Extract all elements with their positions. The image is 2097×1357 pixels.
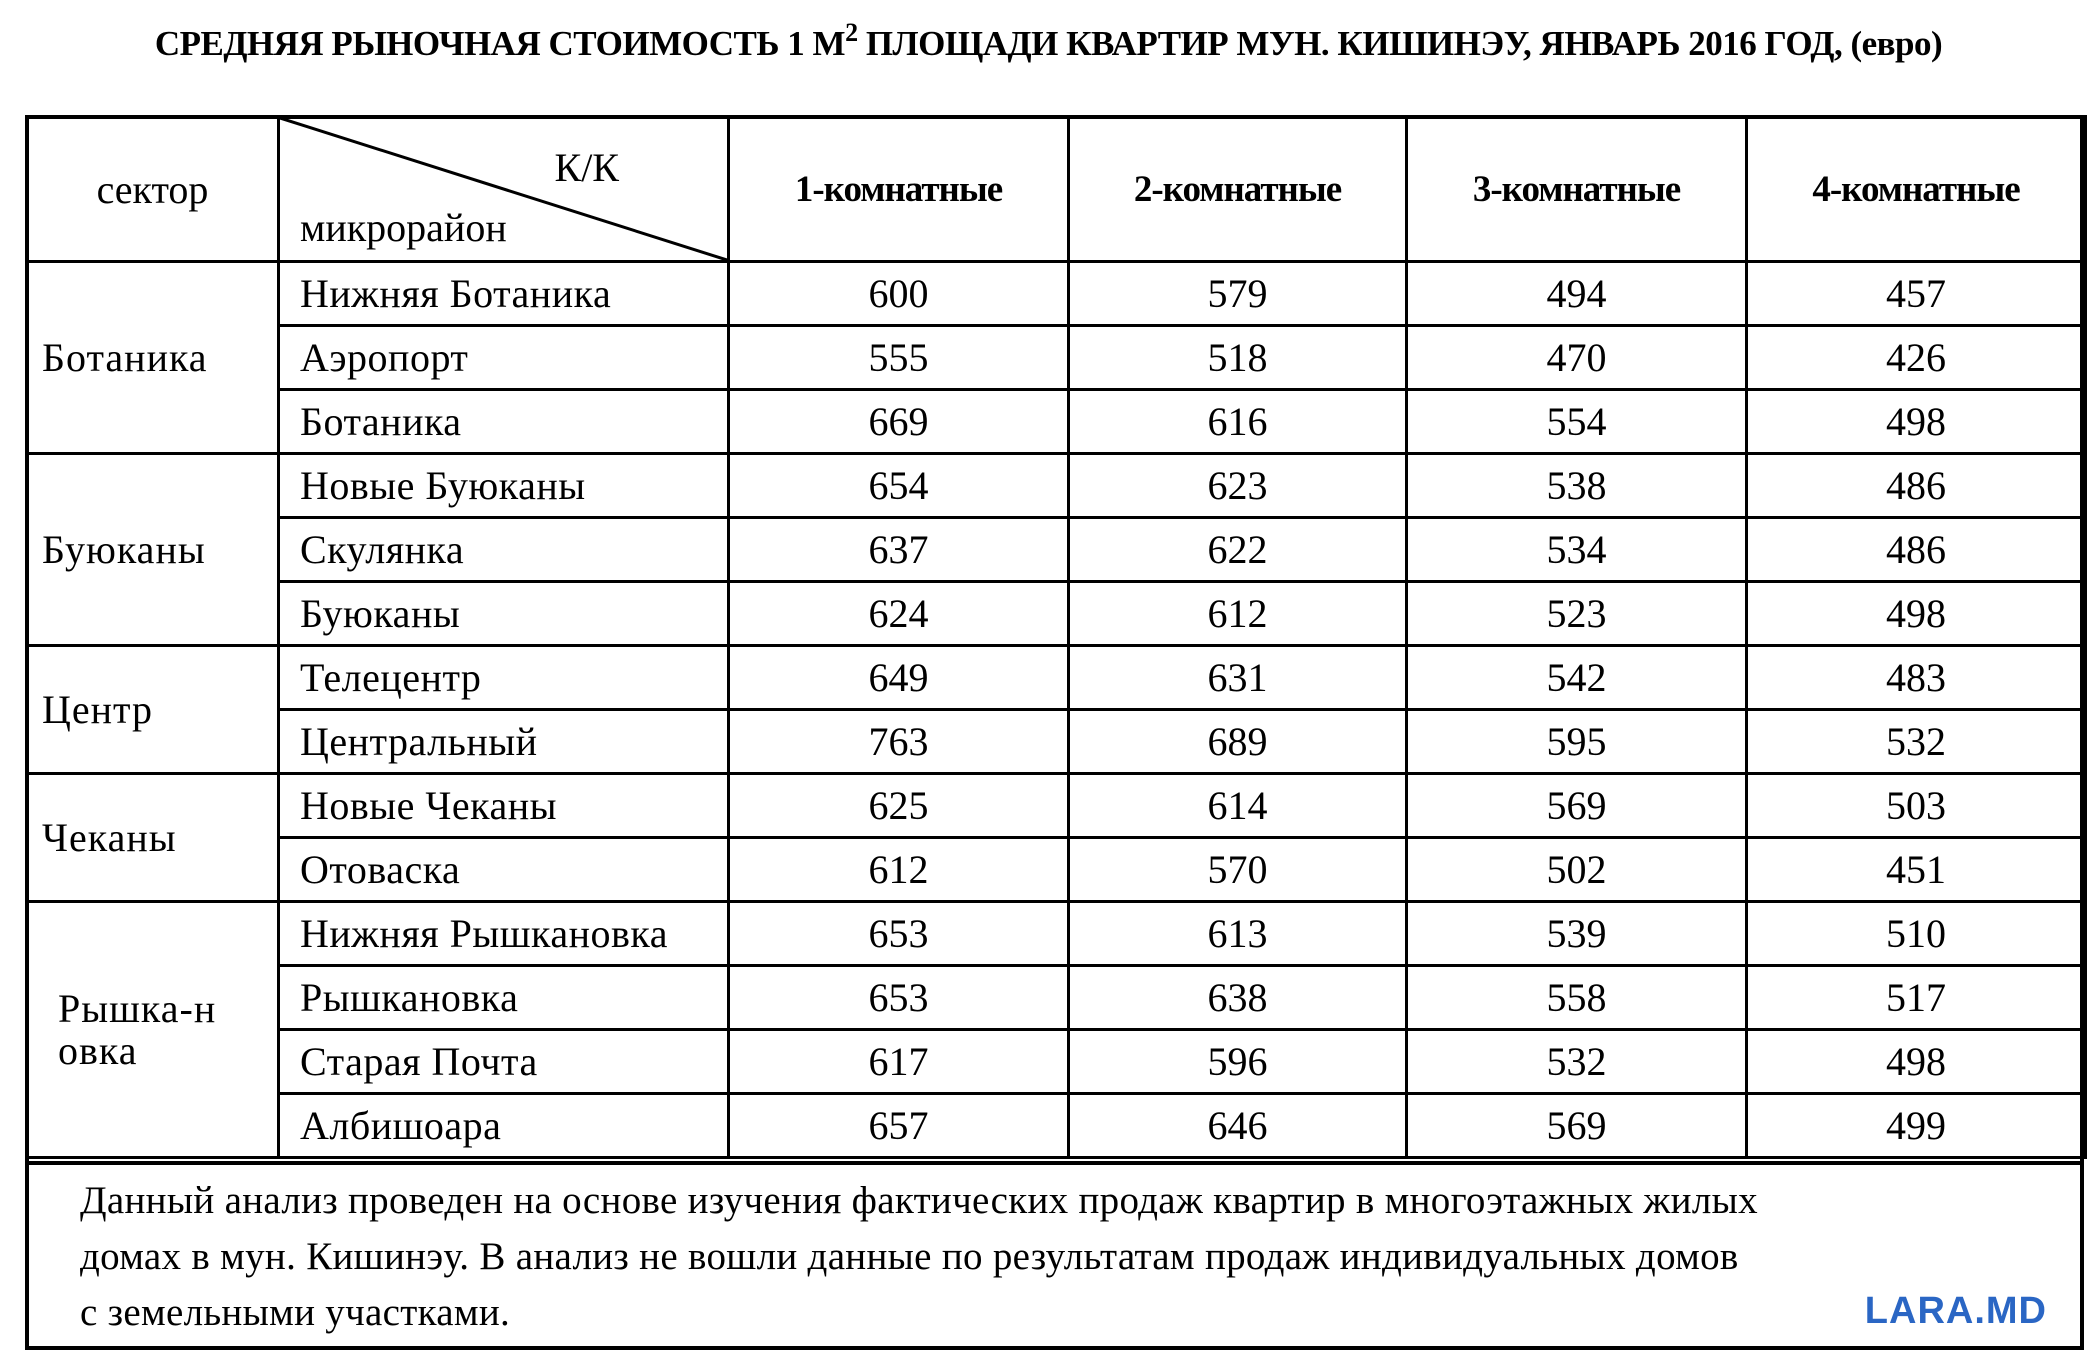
district-cell: Нижняя Рышкановка bbox=[279, 902, 729, 966]
price-cell: 498 bbox=[1747, 582, 2086, 646]
district-cell: Скулянка bbox=[279, 518, 729, 582]
sector-cell: Буюканы bbox=[27, 454, 279, 646]
price-cell: 623 bbox=[1069, 454, 1407, 518]
district-cell: Старая Почта bbox=[279, 1030, 729, 1094]
price-cell: 483 bbox=[1747, 646, 2086, 710]
district-cell: Рышкановка bbox=[279, 966, 729, 1030]
sector-header: сектор bbox=[27, 117, 279, 262]
price-cell: 499 bbox=[1747, 1094, 2086, 1158]
district-cell: Отоваска bbox=[279, 838, 729, 902]
column-header-4-room: 4-комнатные bbox=[1747, 117, 2086, 262]
microdistrict-label: микрорайон bbox=[300, 205, 507, 250]
price-cell: 596 bbox=[1069, 1030, 1407, 1094]
price-cell: 517 bbox=[1747, 966, 2086, 1030]
price-cell: 570 bbox=[1069, 838, 1407, 902]
title-prefix: СРЕДНЯЯ РЫНОЧНАЯ СТОИМОСТЬ 1 М bbox=[154, 24, 846, 63]
district-cell: Аэропорт bbox=[279, 326, 729, 390]
price-cell: 498 bbox=[1747, 1030, 2086, 1094]
price-cell: 558 bbox=[1407, 966, 1747, 1030]
column-header-1-room: 1-комнатные bbox=[729, 117, 1069, 262]
page-title bbox=[0, 18, 2097, 64]
district-cell: Ботаника bbox=[279, 390, 729, 454]
price-cell: 569 bbox=[1407, 1094, 1747, 1158]
price-cell: 532 bbox=[1747, 710, 2086, 774]
price-cell: 653 bbox=[729, 902, 1069, 966]
price-cell: 612 bbox=[1069, 582, 1407, 646]
sector-label: Рышка-новка bbox=[58, 985, 217, 1073]
price-cell: 654 bbox=[729, 454, 1069, 518]
district-cell: Албишоара bbox=[279, 1094, 729, 1158]
price-cell: 631 bbox=[1069, 646, 1407, 710]
price-cell: 503 bbox=[1747, 774, 2086, 838]
price-cell: 470 bbox=[1407, 326, 1747, 390]
price-cell: 538 bbox=[1407, 454, 1747, 518]
price-cell: 539 bbox=[1407, 902, 1747, 966]
price-cell: 569 bbox=[1407, 774, 1747, 838]
price-cell: 502 bbox=[1407, 838, 1747, 902]
price-cell: 612 bbox=[729, 838, 1069, 902]
district-cell: Буюканы bbox=[279, 582, 729, 646]
column-header-2-room: 2-комнатные bbox=[1069, 117, 1407, 262]
district-cell: Нижняя Ботаника bbox=[279, 262, 729, 326]
price-cell: 653 bbox=[729, 966, 1069, 1030]
district-cell: Телецентр bbox=[279, 646, 729, 710]
price-cell: 637 bbox=[729, 518, 1069, 582]
price-cell: 763 bbox=[729, 710, 1069, 774]
price-cell: 613 bbox=[1069, 902, 1407, 966]
price-cell: 617 bbox=[729, 1030, 1069, 1094]
price-cell: 624 bbox=[729, 582, 1069, 646]
price-cell: 669 bbox=[729, 390, 1069, 454]
price-cell: 614 bbox=[1069, 774, 1407, 838]
price-cell: 600 bbox=[729, 262, 1069, 326]
district-cell: Новые Чеканы bbox=[279, 774, 729, 838]
price-cell: 689 bbox=[1069, 710, 1407, 774]
title-suffix: ПЛОЩАДИ КВАРТИР МУН. КИШИНЭУ, ЯНВАРЬ 2016 ГОД, (евро) bbox=[857, 24, 1943, 63]
price-cell: 523 bbox=[1407, 582, 1747, 646]
price-cell: 486 bbox=[1747, 518, 2086, 582]
district-cell: Центральный bbox=[279, 710, 729, 774]
column-header-3-room: 3-комнатные bbox=[1407, 117, 1747, 262]
price-cell: 625 bbox=[729, 774, 1069, 838]
price-cell: 498 bbox=[1747, 390, 2086, 454]
price-cell: 595 bbox=[1407, 710, 1747, 774]
price-cell: 486 bbox=[1747, 454, 2086, 518]
price-cell: 622 bbox=[1069, 518, 1407, 582]
price-cell: 638 bbox=[1069, 966, 1407, 1030]
price-cell: 555 bbox=[729, 326, 1069, 390]
price-cell: 532 bbox=[1407, 1030, 1747, 1094]
price-cell: 616 bbox=[1069, 390, 1407, 454]
price-cell: 646 bbox=[1069, 1094, 1407, 1158]
price-cell: 494 bbox=[1407, 262, 1747, 326]
price-cell: 542 bbox=[1407, 646, 1747, 710]
price-cell: 534 bbox=[1407, 518, 1747, 582]
sector-cell: Чеканы bbox=[27, 774, 279, 902]
price-cell: 649 bbox=[729, 646, 1069, 710]
sector-cell: Ботаника bbox=[27, 262, 279, 454]
price-cell: 657 bbox=[729, 1094, 1069, 1158]
note-line-2: домах в мун. Кишинэу. В анализ не вошли данные по результатам продаж индивидуальных домов bbox=[80, 1235, 1739, 1278]
price-cell: 554 bbox=[1407, 390, 1747, 454]
price-cell: 451 bbox=[1747, 838, 2086, 902]
sector-cell: Центр bbox=[27, 646, 279, 774]
title-superscript: 2 bbox=[845, 18, 858, 47]
price-cell: 518 bbox=[1069, 326, 1407, 390]
price-cell: 457 bbox=[1747, 262, 2086, 326]
brand-logo: LARA.MD bbox=[1864, 1290, 2047, 1332]
kk-label: К/К bbox=[554, 145, 619, 190]
district-cell: Новые Буюканы bbox=[279, 454, 729, 518]
price-cell: 579 bbox=[1069, 262, 1407, 326]
note-line-1: Данный анализ проведен на основе изучения фактических продаж квартир в многоэтажных жилых bbox=[80, 1179, 1758, 1222]
note-line-3: с земельными участками. bbox=[80, 1291, 511, 1334]
price-cell: 510 bbox=[1747, 902, 2086, 966]
price-cell: 426 bbox=[1747, 326, 2086, 390]
